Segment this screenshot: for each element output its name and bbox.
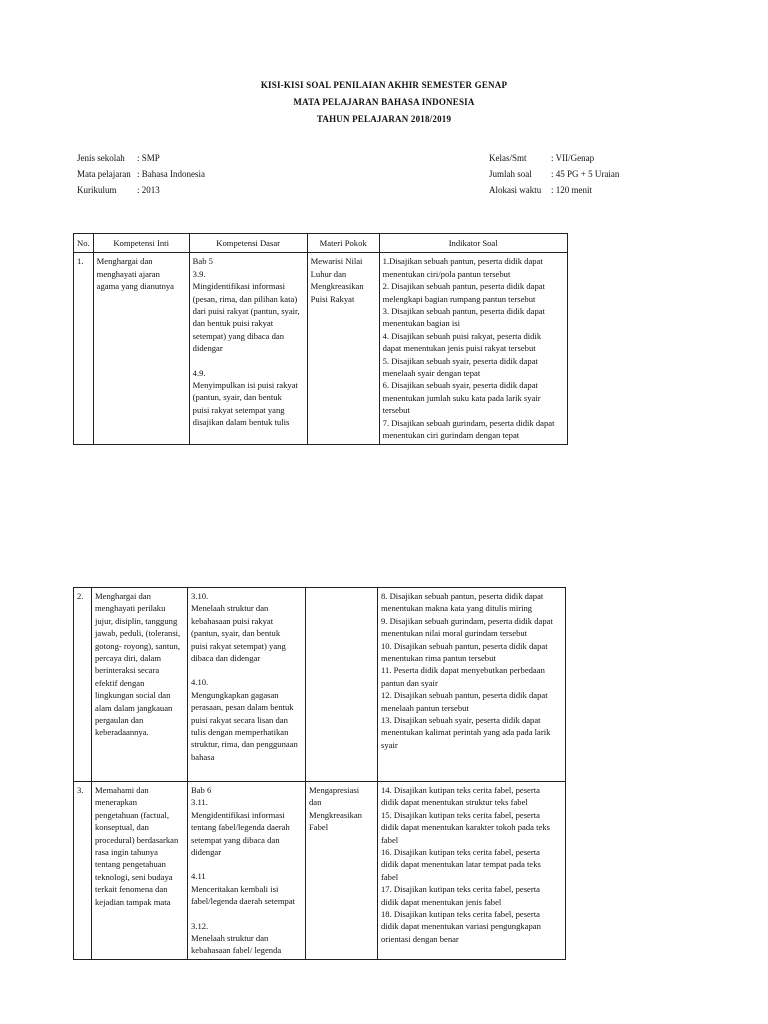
row1-kd-line: didengar	[192, 343, 223, 354]
row2-kd-line: 3.10.	[191, 591, 209, 601]
row2-indikator-line: 10. Disajikan sebuah pantun, peserta didik dapat	[381, 640, 548, 651]
row2-kd-line: perasaan, pesan dalam bentuk	[191, 702, 294, 713]
row2-ki-line: menghayati perilaku	[95, 603, 166, 614]
row1-ki	[93, 253, 189, 444]
row1-indikator-line: melengkapi bagian rumpang pantun tersebut	[382, 293, 536, 304]
row1-indikator-line: 7. Disajikan sebuah gurindam, peserta didik dapat	[382, 417, 555, 428]
meta-jenis-sekolah-label: Jenis sekolah	[77, 153, 125, 163]
row3-ki-line: rasa ingin tahunya	[95, 847, 159, 858]
row1-indikator-line: menentukan ciri gurindam dengan tepat	[382, 430, 520, 441]
row3-kd	[188, 782, 306, 960]
row3-indikator-line: 15. Disajikan kutipan teks cerita fabel, peserta	[381, 809, 540, 820]
kisi-table-part2	[73, 587, 566, 960]
row3-kd-line: kebahasaan fabel/ legenda	[191, 945, 282, 956]
row2-kd	[188, 588, 306, 782]
row3-materi	[306, 782, 378, 960]
row2-ki-line: alam dalam jangkauan	[95, 702, 173, 713]
row3-ki-line: konseptual, dan	[95, 822, 149, 833]
row3-kd-line: tentang fabel/legenda daerah	[191, 822, 290, 833]
row3-kd-line: didengar	[191, 847, 222, 858]
row2-indikator	[378, 588, 566, 782]
row1-kd-line: disajikan dalam bentuk tulis	[192, 417, 290, 428]
row1-materi	[307, 253, 379, 444]
row3-indikator-line: didik dapat menentukan jenis fabel	[381, 896, 502, 907]
table-header-row	[74, 234, 568, 253]
row2-kd-line: Mengungkapkan gagasan	[191, 689, 279, 700]
row1-kd-line: (pantun, syair, dan bentuk	[192, 392, 282, 403]
row1-materi-line: Mewarisi Nilai	[310, 256, 363, 267]
row3-ki-line: menerapkan	[95, 797, 137, 808]
row2-ki-line: lingkungan social dan	[95, 690, 171, 701]
row1-ki-line: menghayati ajaran	[96, 268, 160, 279]
row2-materi	[306, 588, 378, 782]
row3-kd-line: 4.11	[191, 871, 206, 882]
row3-indikator	[378, 782, 566, 960]
row1-kd	[189, 253, 307, 444]
row3-kd-line: Mengidentifikasi informasi	[191, 809, 285, 820]
row1-kd-line: Bab 5	[192, 256, 213, 267]
row2-ki-line: efektif dengan	[95, 677, 145, 688]
row2-indikator-line: 9. Disajikan sebuah gurindam, peserta didik dapat	[381, 615, 553, 626]
row2-kd-line: kebahasaan puisi rakyat	[191, 615, 274, 626]
row3-materi-line: Mengapresiasi	[309, 785, 360, 795]
row3-indikator-line: fabel	[381, 871, 399, 882]
row3-indikator-line: fabel	[381, 834, 399, 845]
row2-kd-line: 4.10.	[191, 677, 209, 688]
row1-kd-line: (pesan, rima, dan pilihan kata)	[192, 293, 298, 304]
row3-indikator-line: didik dapat menentukan variasi pengungkapan	[381, 921, 541, 932]
meta-jumlah-soal-value: : 45 PG + 5 Uraian	[551, 169, 620, 179]
row1-indikator-line: menentukan ciri/pola pantun tersebut	[382, 268, 511, 279]
meta-mata-pelajaran-value: : Bahasa Indonesia	[137, 169, 205, 179]
row1-indikator-line: tersebut	[382, 405, 410, 416]
row1-indikator-line: menentukan jumlah suku kata pada larik syair	[382, 392, 541, 403]
row1-indikator-line: 5. Disajikan sebuah syair, peserta didik dapat	[382, 355, 538, 366]
row3-kd-line: Bab 6	[191, 785, 212, 795]
row2-ki-line: keberadaannya.	[95, 727, 149, 738]
row3-kd-line: Menelaah struktur dan	[191, 933, 269, 944]
row1-kd-line: dari puisi rakyat (pantun, syair,	[192, 306, 300, 317]
header-indikator-soal: Indikator Soal	[379, 234, 567, 253]
row3-ki-line: pengetahuan (factual,	[95, 809, 169, 820]
row2-indikator-line: 12. Disajikan sebuah pantun, peserta didik dapat	[381, 690, 548, 701]
header-kompetensi-inti: Kompetensi Inti	[93, 234, 189, 253]
meta-kurikulum-label: Kurikulum	[77, 185, 117, 195]
row3-ki-line: procedural) berdasarkan	[95, 834, 179, 845]
row3-ki-line: teknologi, seni budaya	[95, 871, 173, 882]
row3-indikator-line: didik dapat menentukan latar tempat pada teks	[381, 859, 541, 870]
row3-indikator-line: 18. Disajikan kutipan teks cerita fabel, peserta	[381, 909, 540, 920]
row3-no: 3.	[74, 782, 92, 960]
row1-kd-line: puisi rakyat setempat yang	[192, 404, 285, 415]
row2-kd-line: puisi rakyat secara lisan dan	[191, 714, 288, 725]
row2-indikator-line: 13. Disajikan sebuah syair, peserta didik dapat	[381, 715, 541, 726]
row2-indikator-line: menentukan kalimat perintah yang ada pada larik	[381, 727, 551, 738]
row3-kd-line: 3.11.	[191, 797, 208, 808]
row3-ki-line: tentang pengetahuan	[95, 859, 166, 870]
row2-ki-line: jawab, peduli, (toleransi,	[95, 628, 181, 639]
row3-ki-line: kejadian tampak mata	[95, 896, 171, 907]
row2-ki-line: percaya diri, dalam	[95, 653, 162, 664]
header-no: No.	[74, 234, 94, 253]
row1-materi-line: Luhur dan	[310, 268, 347, 279]
row3-indikator-line: 16. Disajikan kutipan teks cerita fabel, peserta	[381, 847, 540, 858]
row1-no: 1.	[74, 253, 94, 444]
row2-indikator-line: 11. Peserta didik dapat menyebutkan perbedaan	[381, 665, 545, 676]
row1-ki-line: agama yang dianutnya	[96, 281, 174, 292]
meta-kurikulum-value: : 2013	[137, 185, 160, 195]
row3-kd-line: setempat yang dibaca dan	[191, 834, 280, 845]
row3-ki-line: terkait fenomena dan	[95, 884, 168, 895]
row1-kd-line: setempat) yang dibaca dan	[192, 330, 285, 341]
header-materi-pokok: Materi Pokok	[307, 234, 379, 253]
row1-indikator-line: menentukan bagian isi	[382, 318, 460, 329]
row3-materi-line: dan	[309, 797, 322, 808]
row2-no: 2.	[74, 588, 92, 782]
row2-indikator-line: menentukan makna kata yang ditulis miring	[381, 603, 533, 614]
row2-kd-line: tulis dengan memperhatikan	[191, 727, 289, 738]
row2-indikator-line: syair	[381, 739, 398, 750]
meta-alokasi-label: Alokasi waktu	[489, 185, 542, 195]
row2-indikator-line: menentukan rima pantun tersebut	[381, 653, 496, 664]
row3-indikator-line: didik dapat menentukan karakter tokoh pada teks	[381, 822, 550, 833]
meta-kelas-value: : VII/Genap	[551, 153, 595, 163]
row2-indikator-line: 8. Disajikan sebuah pantun, peserta didik dapat	[381, 591, 544, 601]
row1-indikator-line: 6. Disajikan sebuah syair, peserta didik dapat	[382, 380, 538, 391]
row1-indikator	[379, 253, 567, 444]
row2-indikator-line: menelaah pantun tersebut	[381, 702, 469, 713]
row2-ki-line: jujur, disiplin, tanggung	[95, 615, 178, 626]
row1-indikator-line: 4. Disajikan sebuah puisi rakyat, peserta didik	[382, 330, 542, 341]
row2-indikator-line: menentukan nilai moral gurindam tersebut	[381, 628, 528, 639]
header-kompetensi-dasar: Kompetensi Dasar	[189, 234, 307, 253]
meta-jenis-sekolah-value: : SMP	[137, 153, 160, 163]
row1-kd-line: 3.9.	[192, 268, 206, 279]
meta-kelas-label: Kelas/Smt	[489, 153, 527, 163]
row3-materi-line: Fabel	[309, 822, 329, 833]
row2-ki	[92, 588, 188, 782]
row2-ki-line: gotong- royong), santun,	[95, 640, 180, 651]
row3-indikator-line: 14. Disajikan kutipan teks cerita fabel, peserta	[381, 785, 540, 795]
row3-kd-line: fabel/legenda daerah setempat	[191, 896, 296, 907]
row1-kd-line: Menyimpulkan isi puisi rakyat	[192, 380, 298, 391]
row1-kd-line: dan bentuk puisi rakyat	[192, 318, 274, 329]
row1-indikator-line: 3. Disajikan sebuah pantun, peserta didik dapat	[382, 306, 545, 317]
row3-kd-line: Menceritakan kembali isi	[191, 883, 279, 894]
doc-title-line3: TAHUN PELAJARAN 2018/2019	[316, 114, 452, 124]
table-row	[74, 253, 568, 444]
row3-kd-line: 3.12.	[191, 920, 209, 931]
row1-indikator-line: 1.Disajikan sebuah pantun, peserta didik dapat	[382, 256, 543, 267]
doc-title-line2: MATA PELAJARAN BAHASA INDONESIA	[293, 97, 475, 107]
row1-indikator-line: 2. Disajikan sebuah pantun, peserta didik dapat	[382, 281, 545, 292]
row2-kd-line: struktur, rima, dan penggunaan	[191, 739, 298, 750]
row3-ki-line: Memahami dan	[95, 785, 149, 795]
kisi-table-part1	[73, 233, 568, 445]
row1-kd-line: Mingidentifikasi informasi	[192, 281, 286, 292]
row1-materi-line: Mengkreasikan	[310, 281, 364, 292]
row3-materi-line: Mengkreasikan	[309, 809, 362, 820]
row2-ki-line: berinteraksi secara	[95, 665, 160, 676]
row2-kd-line: bahasa	[191, 751, 215, 762]
row2-kd-line: puisi rakyat setempat) yang	[191, 640, 286, 651]
row1-indikator-line: dapat menentukan jenis puisi rakyat tersebut	[382, 343, 536, 354]
row2-kd-line: dibaca dan didengar	[191, 653, 261, 664]
row1-kd-line: 4.9.	[192, 367, 206, 378]
meta-alokasi-value: : 120 menit	[551, 185, 592, 195]
doc-title-line1: KISI-KISI SOAL PENILAIAN AKHIR SEMESTER GENAP	[260, 80, 508, 90]
row2-kd-line: (pantun, syair, dan bentuk	[191, 628, 281, 639]
table-row	[74, 782, 566, 960]
table-row	[74, 588, 566, 782]
row1-ki-line: Menghargai dan	[96, 256, 153, 267]
row1-indikator-line: menelaah syair dengan tepat	[382, 368, 481, 379]
meta-mata-pelajaran-label: Mata pelajaran	[77, 169, 131, 179]
row2-ki-line: Menghargai dan	[95, 591, 151, 601]
row2-ki-line: pergaulan dan	[95, 715, 144, 726]
row3-indikator-line: didik dapat menentukan struktur teks fabel	[381, 797, 528, 808]
row3-ki	[92, 782, 188, 960]
row1-materi-line: Puisi Rakyat	[310, 293, 355, 304]
meta-jumlah-soal-label: Jumlah soal	[489, 169, 532, 179]
row3-indikator-line: orientasi dengan benar	[381, 933, 459, 944]
row2-indikator-line: pantun dan syair	[381, 677, 438, 688]
row2-kd-line: Menelaah struktur dan	[191, 603, 269, 614]
row3-indikator-line: 17. Disajikan kutipan teks cerita fabel, peserta	[381, 884, 540, 895]
